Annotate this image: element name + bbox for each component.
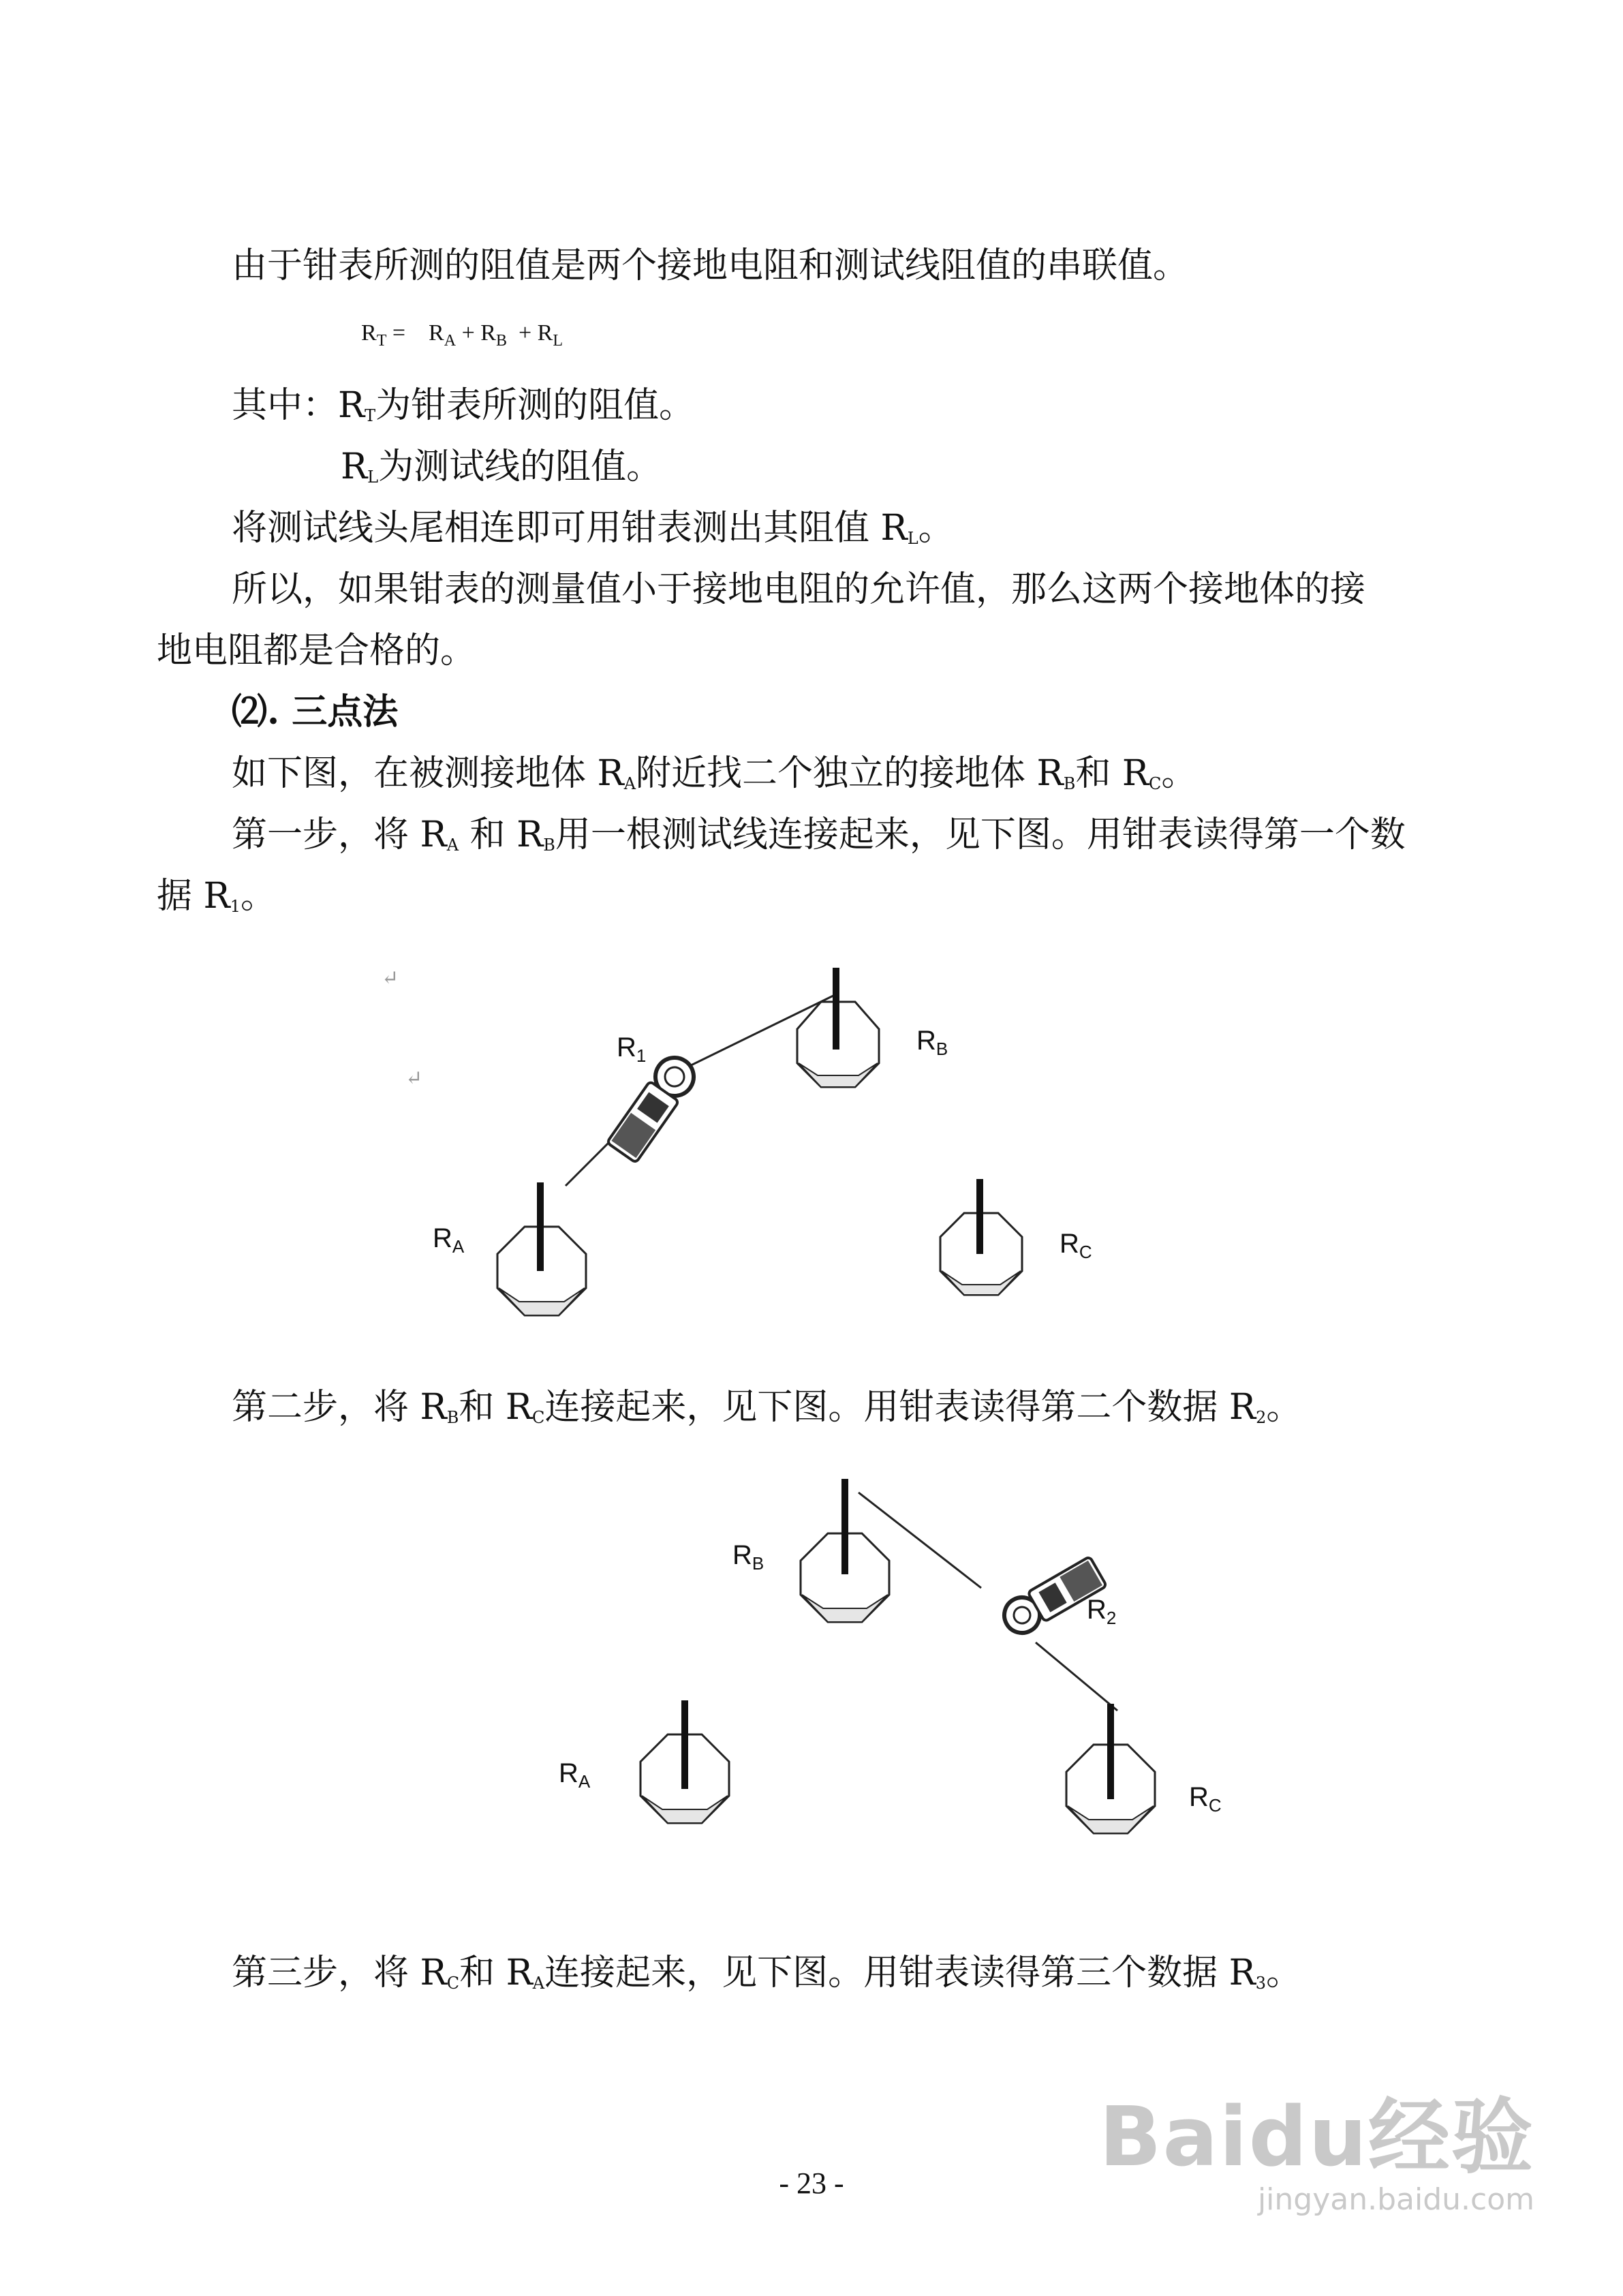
return-mark: ↵ [405, 1067, 423, 1090]
paragraph-conclusion-line2: 地电阻都是合格的。 [157, 630, 476, 671]
label-rb: $R_B$ [916, 1026, 948, 1059]
paragraph-step2: 第二步，将 $R_B$和 $R_C$连接起来，见下图。用钳表读得第二个数据 $R_2$。 [232, 1387, 1302, 1428]
paragraph-step1-line2: 据 $R_1$。 [157, 876, 276, 917]
paragraph-rt-definition: 其中：$R_T$为钳表所测的阻值。 [232, 385, 695, 426]
return-mark: ↵ [382, 966, 399, 990]
label-ra: $R_A$ [433, 1223, 465, 1257]
paragraph-conclusion-line1: 所以，如果钳表的测量值小于接地电阻的允许值，那么这两个接地体的接 [232, 569, 1366, 610]
label-r2: $R_2$ [1087, 1595, 1117, 1628]
figure-step2-diagram [518, 1452, 1308, 1874]
ground-electrode-ra [640, 1700, 729, 1823]
label-rb: $R_B$ [732, 1540, 764, 1574]
figure-step1-diagram [382, 954, 1199, 1336]
formula-rt: $R_T$ = $R_A + R_B + R_L$ [361, 320, 563, 350]
label-r1: $R_1$ [617, 1032, 647, 1066]
label-rc: $R_C$ [1060, 1229, 1092, 1262]
baidu-logo: Baidu经验 [1099, 2090, 1534, 2185]
label-rc: $R_C$ [1189, 1782, 1222, 1816]
page-number: - 23 - [779, 2167, 844, 2200]
paragraph-step3: 第三步，将 $R_C$和 $R_A$连接起来，见下图。用钳表读得第三个数据 $R_3$。 [232, 1953, 1302, 1993]
watermark-url: jingyan.baidu.com [1257, 2182, 1534, 2217]
label-ra: $R_A$ [559, 1758, 591, 1792]
section-heading-three-point: ⑵. 三点法 [232, 691, 399, 733]
paragraph-intro: 如下图，在被测接地体 $R_A$附近找二个独立的接地体 $R_B$和 $R_C$。 [232, 753, 1197, 794]
ground-electrode-rc [1066, 1704, 1155, 1833]
test-wire [1036, 1642, 1117, 1711]
ground-electrode-ra [497, 1182, 586, 1315]
paragraph-step1-line1: 第一步，将 $R_A$ 和 $R_B$用一根测试线连接起来，见下图。用钳表读得第一个数 [232, 814, 1406, 855]
ground-electrode-rb [801, 1479, 889, 1622]
paragraph-series-resistance: 由于钳表所测的阻值是两个接地电阻和测试线阻值的串联值。 [232, 245, 1189, 286]
paragraph-rl-definition: $R_L$为测试线的阻值。 [341, 446, 662, 487]
ground-electrode-rc [940, 1179, 1022, 1295]
ground-electrode-rb [797, 968, 879, 1087]
clamp-meter [606, 1050, 701, 1163]
paragraph-measure-rl: 将测试线头尾相连即可用钳表测出其阻值 $R_L$。 [232, 508, 954, 549]
